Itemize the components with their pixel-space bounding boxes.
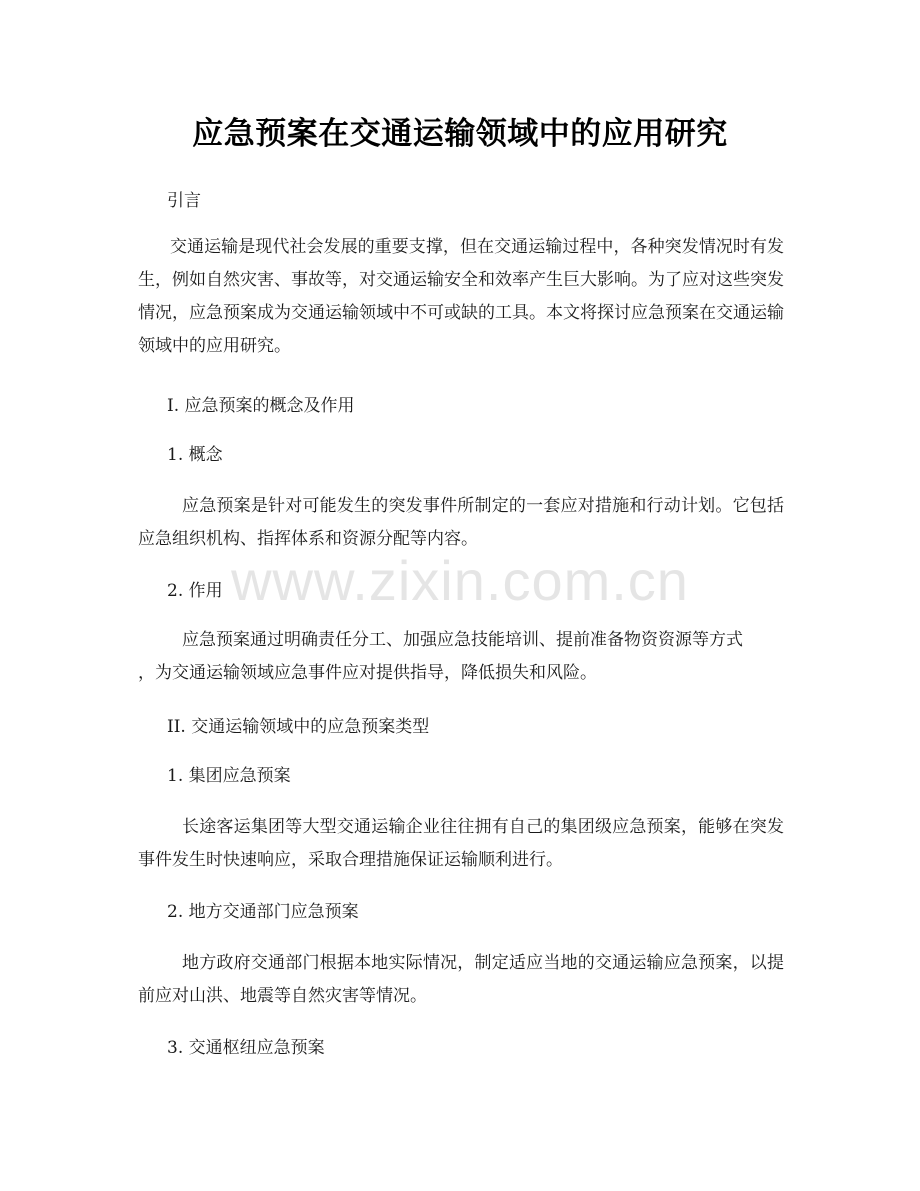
- section-1-item-2-paragraph-line-1: 应急预案通过明确责任分工、加强应急技能培训、提前准备物资资源等方式: [182, 630, 743, 650]
- watermark: www.zixin.com.cn: [231, 549, 689, 612]
- section-2-heading: II. 交通运输领域中的应急预案类型: [167, 717, 430, 737]
- section-1-item-2-heading: 2. 作用: [167, 581, 223, 601]
- section-1-heading: I. 应急预案的概念及作用: [167, 396, 355, 416]
- section-2-item-1-heading: 1. 集团应急预案: [167, 766, 291, 786]
- section-1-item-1-heading: 1. 概念: [167, 445, 223, 465]
- section-2-item-2-heading: 2. 地方交通部门应急预案: [167, 902, 359, 922]
- intro-paragraph: 交通运输是现代社会发展的重要支撑，但在交通运输过程中，各种突发情况时有发生，例如自然灾害、事故等，对交通运输安全和效率产生巨大影响。为了应对这些突发情况，应急预案成为交通运输领域中不可或缺的工具。本文将探讨应急预案在交通运输领域中的应用研究。: [138, 237, 784, 356]
- intro-heading: 引言: [167, 191, 201, 211]
- section-2-item-2-paragraph: 地方政府交通部门根据本地实际情况，制定适应当地的交通运输应急预案，以提前应对山洪、地震等自然灾害等情况。: [138, 953, 784, 1006]
- section-2-item-3-heading: 3. 交通枢纽应急预案: [167, 1038, 325, 1058]
- section-1-item-1-paragraph: 应急预案是针对可能发生的突发事件所制定的一套应对措施和行动计划。它包括应急组织机构、指挥体系和资源分配等内容。: [138, 496, 784, 549]
- section-2-item-1-paragraph: 长途客运集团等大型交通运输企业往往拥有自己的集团级应急预案，能够在突发事件发生时快速响应，采取合理措施保证运输顺利进行。: [138, 817, 784, 870]
- document-title: 应急预案在交通运输领域中的应用研究: [192, 116, 728, 152]
- section-1-item-2-paragraph-line-2: ，为交通运输领域应急事件应对提供指导，降低损失和风险。: [138, 663, 597, 683]
